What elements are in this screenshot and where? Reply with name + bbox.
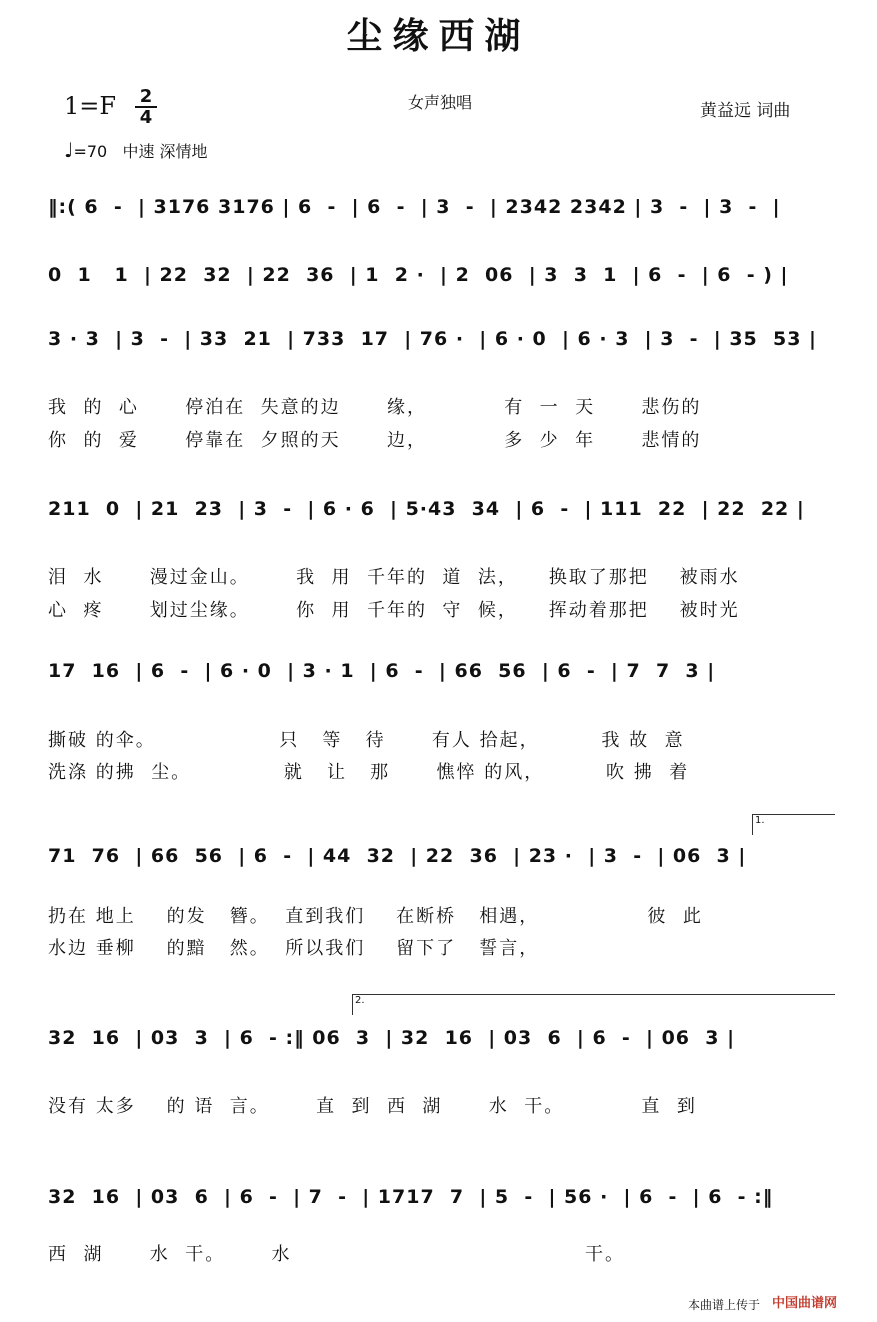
volta-bracket-2: 2. [352, 994, 835, 1015]
lyric-line-6b: 水边 垂柳 的黯 然。 所以我们 留下了 誓言， [48, 938, 540, 959]
staff-line-3: 3 · 3 | 3 - | 33 21 | 733 17 | 76 · | 6 · 0 | 6 · 3 | 3 - | 35 53 | [48, 328, 817, 350]
author-label: 黄益远 词曲 [700, 101, 791, 121]
lyric-line-3a: 我 的 心 停泊在 失意的边 缘， 有 一 天 悲伤的 [48, 397, 702, 418]
site-logo: 中国曲谱网 [772, 1296, 838, 1311]
staff-line-4: 211 0 | 21 23 | 3 - | 6 · 6 | 5·43 34 | 6 - | 111 22 | 22 22 | [48, 498, 805, 520]
volta-bracket-1: 1. [752, 814, 835, 835]
staff-line-8: 32 16 | 03 6 | 6 - | 7 - | 1717 7 | 5 - | 56 · | 6 - | 6 - :‖ [48, 1186, 774, 1208]
performer-label: 女声独唱 [408, 93, 473, 112]
lyric-line-8: 西 湖 水 干。 水 干。 [48, 1244, 625, 1265]
song-title: 尘缘西湖 [346, 15, 531, 57]
lyric-line-4b: 心 疼 划过尘缘。 你 用 千年的 守 候， 挥动着那把 被时光 [48, 600, 740, 621]
time-signature [135, 88, 157, 126]
time-signature-top: 2 [139, 86, 153, 107]
tempo-value: =70 [73, 142, 108, 161]
upload-footer: 本曲谱上传于 [688, 1298, 761, 1312]
lyric-line-7: 没有 太多 的 语 言。 直 到 西 湖 水 干。 直 到 [48, 1096, 697, 1117]
lyric-line-6a: 扔在 地上 的发 簪。 直到我们 在断桥 相遇， 彼 此 [48, 906, 703, 927]
key-signature: 1=F [64, 92, 117, 120]
staff-line-7: 32 16 | 03 3 | 6 - :‖ 06 3 | 32 16 | 03 6 | 6 - | 06 3 | [48, 1027, 736, 1049]
staff-line-6: 71 76 | 66 56 | 6 - | 44 32 | 22 36 | 23 · | 3 - | 06 3 | [48, 845, 747, 867]
quarter-note-icon: ♩ [64, 138, 74, 162]
lyric-line-3b: 你 的 爱 停靠在 夕照的天 边， 多 少 年 悲情的 [48, 430, 702, 451]
tempo-text: 中速 深情地 [122, 142, 208, 161]
lyric-line-5a: 撕破 的伞。 只 等 待 有人 拾起， 我 故 意 [48, 730, 685, 751]
lyric-line-5b: 洗涤 的拂 尘。 就 让 那 憔悴 的风， 吹 拂 着 [48, 762, 690, 783]
staff-line-1: ‖:( 6 - | 3176 3176 | 6 - | 6 - | 3 - | 2342 2342 | 3 - | 3 - | [48, 196, 781, 218]
lyric-line-4a: 泪 水 漫过金山。 我 用 千年的 道 法， 换取了那把 被雨水 [48, 567, 740, 588]
tempo-marking [64, 138, 208, 162]
time-signature-bottom: 4 [139, 107, 153, 128]
staff-line-2: 0 1 1 | 22 32 | 22 36 | 1 2 · | 2 06 | 3 3 1 | 6 - | 6 - ) | [48, 264, 789, 286]
staff-line-5: 17 16 | 6 - | 6 · 0 | 3 · 1 | 6 - | 66 56 | 6 - | 7 7 3 | [48, 660, 716, 682]
